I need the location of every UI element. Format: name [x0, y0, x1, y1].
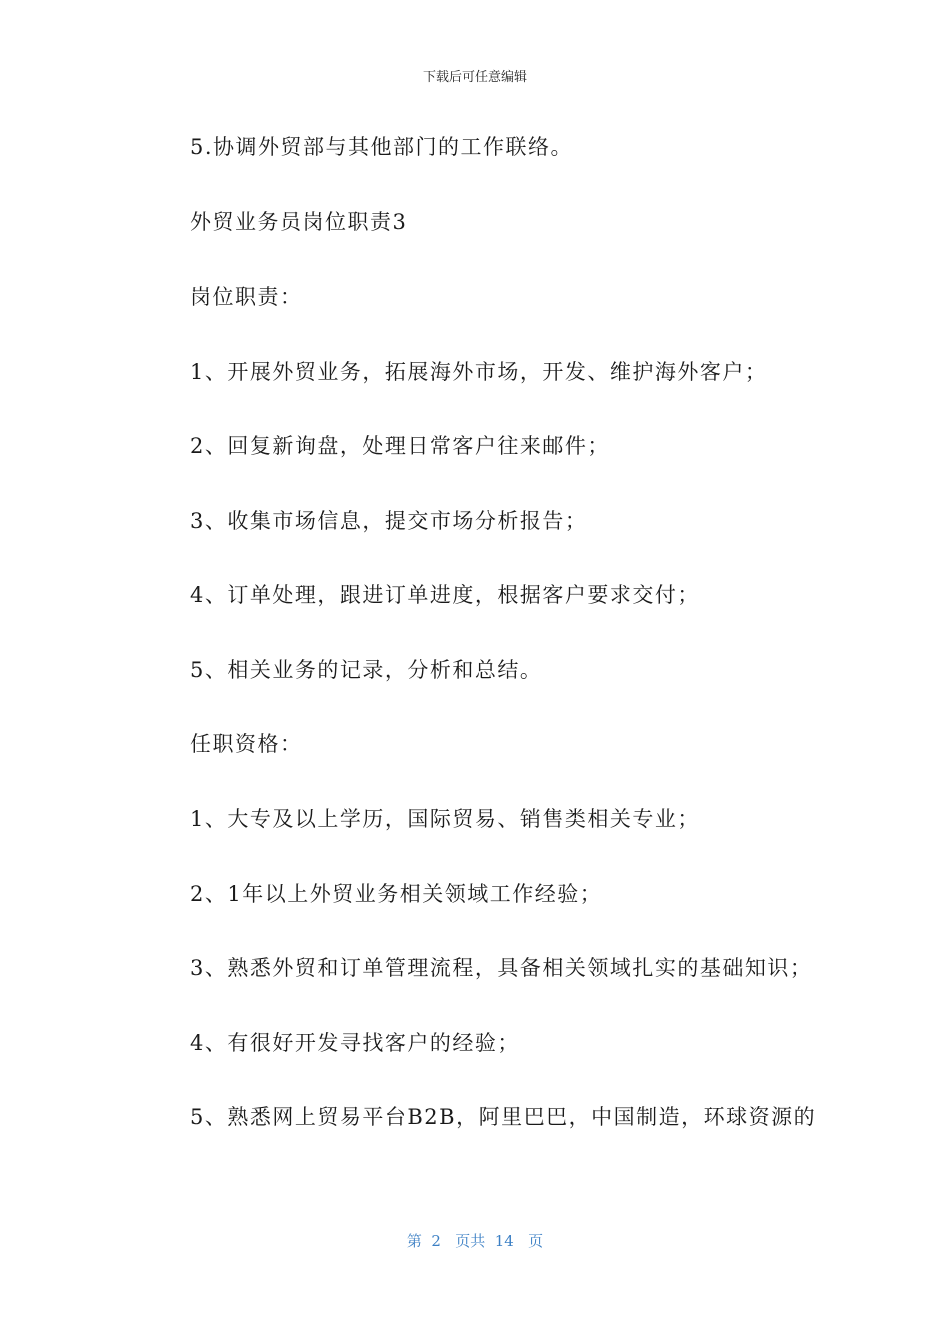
list-item: 5、熟悉网上贸易平台B2B，阿里巴巴，中国制造，环球资源的 — [190, 1105, 817, 1129]
subsection-heading: 岗位职责： — [190, 285, 303, 309]
page-header: 下载后可任意编辑 — [422, 70, 527, 85]
list-item: 2、回复新询盘，处理日常客户往来邮件； — [190, 434, 610, 458]
list-item: 1、开展外贸业务，拓展海外市场，开发、维护海外客户； — [190, 360, 768, 384]
list-item: 1、大专及以上学历，国际贸易、销售类相关专业； — [190, 807, 700, 831]
list-item: 4、订单处理，跟进订单进度，根据客户要求交付； — [190, 583, 700, 607]
list-item: 4、有很好开发寻找客户的经验； — [190, 1031, 520, 1055]
list-item: 3、熟悉外贸和订单管理流程，具备相关领域扎实的基础知识； — [190, 956, 813, 980]
subsection-heading: 任职资格： — [190, 732, 303, 756]
section-title: 外贸业务员岗位职责3 — [190, 210, 408, 234]
list-item: 5、相关业务的记录，分析和总结。 — [190, 658, 543, 682]
paragraph-line: 5.协调外贸部与其他部门的工作联络。 — [190, 135, 574, 159]
list-item: 3、收集市场信息，提交市场分析报告； — [190, 509, 588, 533]
page-footer: 第 2 页共 14 页 — [406, 1232, 544, 1250]
list-item: 2、1年以上外贸业务相关领域工作经验； — [190, 882, 603, 906]
